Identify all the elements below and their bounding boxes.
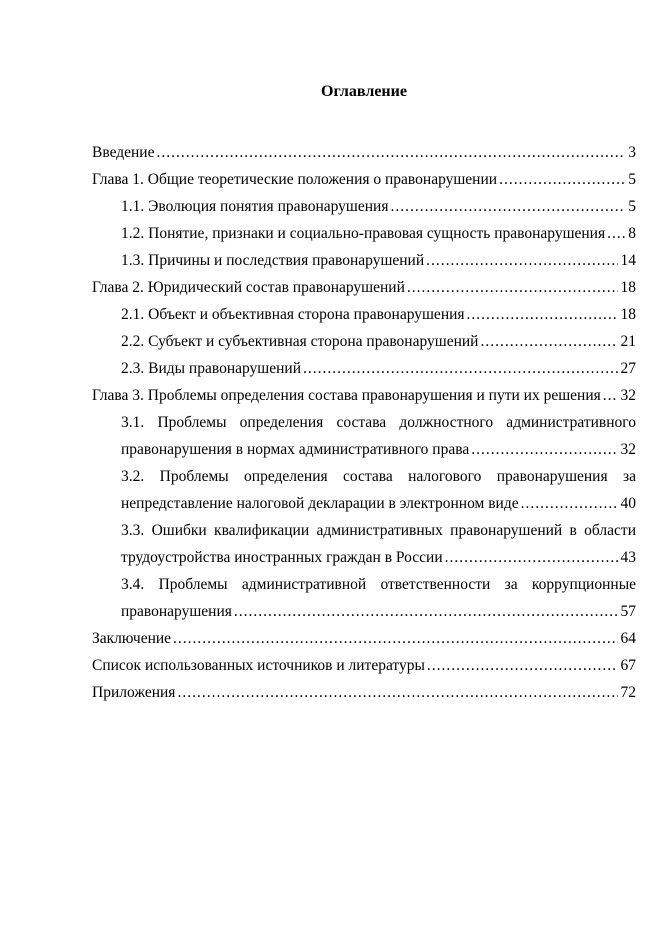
toc-entry-text: Приложения [92, 684, 176, 701]
toc-page-number: 40 [620, 495, 636, 512]
toc-entry-text: 2.1. Объект и объективная сторона правонарушения [121, 306, 465, 323]
toc-entry-last-line [121, 490, 636, 517]
toc-page-number: 67 [620, 657, 636, 674]
toc-dot-leader [303, 355, 618, 382]
toc-entry-last-line [92, 652, 636, 679]
toc-dot-leader [173, 625, 617, 652]
toc-entry-text: Глава 1. Общие теоретические положения о правонарушении [92, 171, 498, 188]
toc-dot-leader [445, 544, 618, 571]
toc-entry[interactable] [92, 166, 636, 193]
toc-entry-text-wrap-line: 3.4. Проблемы административной ответственности за коррупционные [121, 576, 636, 593]
toc-page-number: 3 [628, 144, 636, 161]
toc-entry[interactable] [92, 679, 636, 706]
toc-entry[interactable] [92, 193, 636, 220]
toc-entry[interactable] [92, 139, 636, 166]
toc-entry-text: Заключение [92, 630, 172, 647]
toc-entry-text: трудоустройства иностранных граждан в России [121, 549, 443, 566]
toc-entry-last-line [92, 382, 636, 409]
toc-entry[interactable] [92, 220, 636, 247]
toc-dot-leader [407, 274, 618, 301]
toc-page-number: 27 [620, 360, 636, 377]
toc-entry[interactable] [92, 382, 636, 409]
toc-dot-leader [499, 166, 625, 193]
toc-dot-leader [467, 301, 618, 328]
toc-dot-leader [177, 679, 617, 706]
toc-entry[interactable] [92, 571, 636, 625]
toc-entry[interactable] [92, 625, 636, 652]
toc-entry-text: 2.2. Субъект и субъективная сторона правонарушений [121, 333, 479, 350]
toc-dot-leader [471, 436, 617, 463]
toc-entry-text: правонарушения в нормах административного права [121, 441, 470, 458]
toc-entry[interactable] [92, 247, 636, 274]
toc-entry[interactable] [92, 328, 636, 355]
toc-page-number: 5 [628, 171, 636, 188]
toc-entry[interactable] [92, 652, 636, 679]
toc-entry-last-line [121, 247, 636, 274]
toc-page-number: 32 [620, 387, 636, 404]
toc-entry-text: непредставление налоговой декларации в электронном виде [121, 495, 519, 512]
toc-dot-leader [521, 490, 618, 517]
toc-entry[interactable] [92, 301, 636, 328]
toc-entry-last-line [121, 301, 636, 328]
toc-page-number: 18 [620, 279, 636, 296]
toc-entry-text: 2.3. Виды правонарушений [121, 360, 301, 377]
toc-page-number: 8 [628, 225, 636, 242]
toc-entry-last-line [121, 598, 636, 625]
toc-entry-text: правонарушения [121, 603, 232, 620]
toc-dot-leader [426, 247, 617, 274]
toc-page-number: 14 [620, 252, 636, 269]
toc-entry-text-wrap-line: 3.2. Проблемы определения состава налогового правонарушения за [121, 468, 636, 485]
toc-page-number: 64 [620, 630, 636, 647]
toc-page-number: 43 [620, 549, 636, 566]
toc-entry-text: 1.2. Понятие, признаки и социально-правовая сущность правонарушения [121, 225, 606, 242]
toc-page-number: 21 [620, 333, 636, 350]
toc-entry-text-wrap-line: 3.1. Проблемы определения состава должностного административного [121, 414, 636, 431]
toc-dot-leader [390, 193, 625, 220]
toc-dot-leader [427, 652, 618, 679]
toc-page-number: 18 [620, 306, 636, 323]
toc-entry-text: Глава 2. Юридический состав правонарушений [92, 279, 405, 296]
toc-entry-last-line [92, 166, 636, 193]
toc-entry-text: Глава 3. Проблемы определения состава правонарушения и пути их решения [92, 387, 601, 404]
toc-entry-text: Введение [92, 144, 155, 161]
toc-entry[interactable] [92, 517, 636, 571]
toc-list [92, 139, 636, 706]
toc-page-number: 72 [620, 684, 636, 701]
toc-title: Оглавление [321, 83, 407, 100]
toc-dot-leader [156, 139, 625, 166]
toc-entry[interactable] [92, 274, 636, 301]
toc-entry-last-line [92, 679, 636, 706]
toc-entry-text-wrap-line: 3.3. Ошибки квалификации административных правонарушений в области [121, 522, 636, 539]
toc-page-number: 57 [620, 603, 636, 620]
toc-entry[interactable] [92, 355, 636, 382]
toc-dot-leader [480, 328, 617, 355]
toc-entry-last-line [121, 220, 636, 247]
toc-dot-leader [603, 382, 618, 409]
toc-entry-last-line [121, 328, 636, 355]
toc-entry[interactable] [92, 463, 636, 517]
toc-dot-leader [234, 598, 618, 625]
toc-entry-last-line [121, 193, 636, 220]
toc-page-number: 5 [628, 198, 636, 215]
toc-entry-last-line [92, 139, 636, 166]
toc-entry[interactable] [92, 409, 636, 463]
toc-entry-last-line [92, 625, 636, 652]
toc-entry-last-line [92, 274, 636, 301]
toc-dot-leader [607, 220, 625, 247]
toc-entry-last-line [121, 544, 636, 571]
toc-entry-last-line [121, 355, 636, 382]
toc-entry-last-line [121, 436, 636, 463]
toc-entry-text: 1.1. Эволюция понятия правонарушения [121, 198, 389, 215]
toc-entry-text: 1.3. Причины и последствия правонарушений [121, 252, 425, 269]
toc-page-number: 32 [620, 441, 636, 458]
toc-entry-text: Список использованных источников и литературы [92, 657, 425, 674]
